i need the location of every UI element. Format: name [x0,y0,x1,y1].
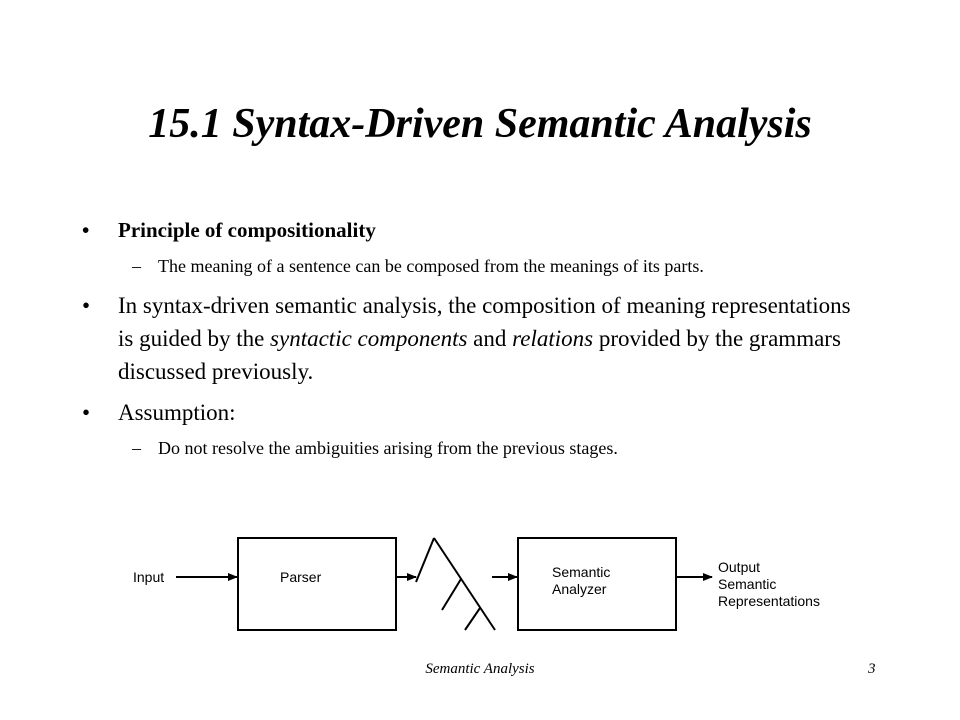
bullet-dot-icon: • [82,293,91,318]
output-label-line2: Semantic [718,576,777,592]
input-label: Input [133,569,165,585]
pipeline-diagram [120,520,840,640]
sub-bullet-item [80,253,860,279]
bullet-text-part: and [467,326,513,351]
analyzer-label-line1: Semantic [552,564,611,580]
parse-tree-icon [416,538,495,630]
output-label-line3: Representations [718,593,820,609]
bullet-item [80,214,860,247]
bullet-dot-icon: • [82,218,90,242]
dash-icon: – [132,256,141,276]
footer-title: Semantic Analysis [425,661,535,677]
emphasis-relations: relations [512,326,594,351]
page-number: 3 [868,661,876,677]
dash-icon: – [132,438,141,458]
bullet-text-part: In syntax-driven semantic analysis, the composition of meaning representations is guided by the [118,293,851,351]
bullet-text: Principle of compositionality [118,218,376,242]
sub-bullet-text: The meaning of a sentence can be composed from the meanings of its parts. [158,256,704,276]
sub-bullet-item [80,435,860,461]
output-label-line1: Output [718,559,761,575]
slide-title: 15.1 Syntax-Driven Semantic Analysis [148,101,812,147]
bullet-item [80,396,860,429]
bullet-item [80,289,860,388]
sub-bullet-text: Do not resolve the ambiguities arising from the previous stages. [158,438,618,458]
bullet-list [80,214,860,471]
bullet-dot-icon: • [82,400,91,425]
parser-label: Parser [280,569,322,585]
bullet-text: Assumption: [118,400,236,425]
bullet-text-part: provided by the grammars discussed previously. [118,326,841,384]
emphasis-syntactic-components: syntactic components [270,326,468,351]
analyzer-label-line2: Analyzer [552,581,607,597]
